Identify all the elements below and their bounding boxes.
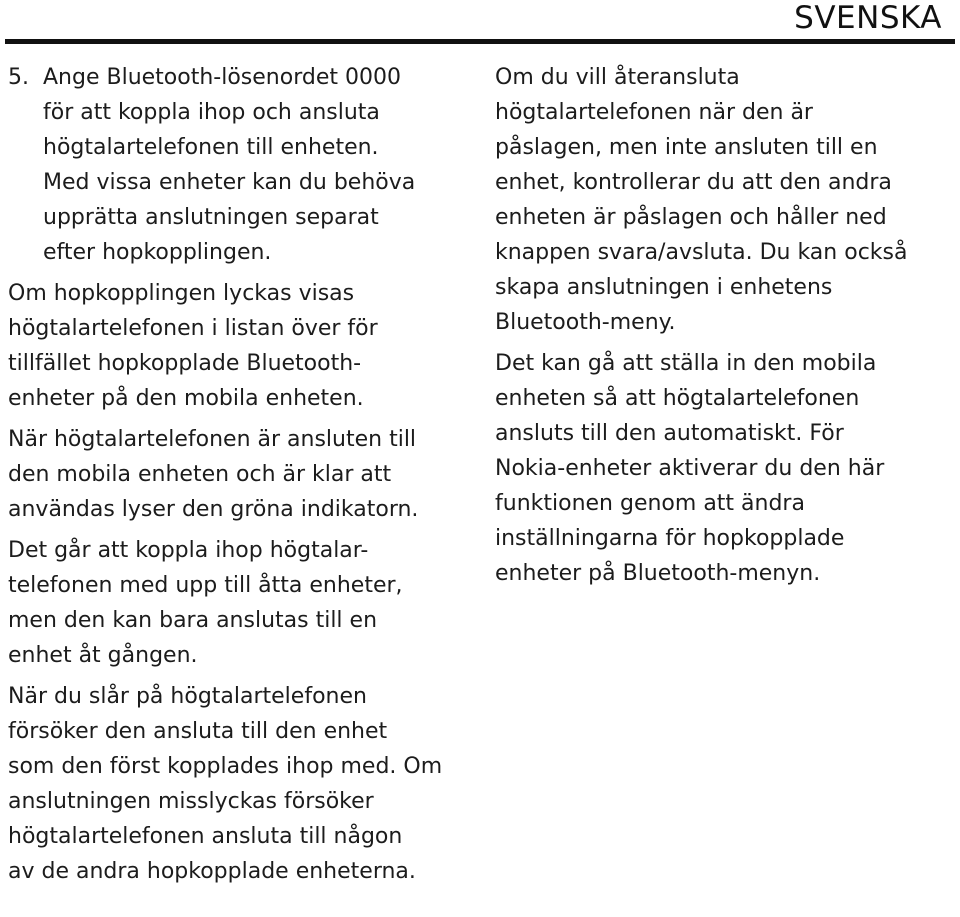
paragraph-line: påslagen, men inte ansluten till en bbox=[495, 135, 878, 160]
paragraph-reconnect bbox=[495, 60, 955, 340]
paragraph-line: inställningarna för hopkopplade bbox=[495, 526, 845, 551]
paragraph-line: funktionen genom att ändra bbox=[495, 491, 805, 516]
paragraph-line: men den kan bara anslutas till en bbox=[8, 608, 378, 633]
paragraph-line: telefonen med upp till åtta enheter, bbox=[8, 573, 403, 598]
paragraph-line: Bluetooth-meny. bbox=[495, 310, 676, 335]
paragraph-line: tillfället hopkopplade Bluetooth- bbox=[8, 351, 362, 376]
paragraph-line: Om du vill återansluta bbox=[495, 65, 740, 90]
paragraph-line: av de andra hopkopplade enheterna. bbox=[8, 859, 416, 884]
paragraph-line: enheter på Bluetooth-menyn. bbox=[495, 561, 821, 586]
step-line: efter hopkopplingen. bbox=[43, 240, 272, 265]
paragraph-line: Det går att koppla ihop högtalar- bbox=[8, 538, 369, 563]
paragraph-line: som den först kopplades ihop med. Om bbox=[8, 754, 443, 779]
left-column bbox=[8, 60, 463, 895]
paragraph-line: När du slår på högtalartelefonen bbox=[8, 684, 367, 709]
paragraph-line: enheten är påslagen och håller ned bbox=[495, 205, 887, 230]
paragraph-line: försöker den ansluta till den enhet bbox=[8, 719, 388, 744]
step-line: för att koppla ihop och ansluta bbox=[43, 100, 380, 125]
paragraph-line: den mobila enheten och är klar att bbox=[8, 462, 392, 487]
step-number: 5. bbox=[8, 65, 29, 90]
step-5 bbox=[8, 60, 463, 270]
paragraph-line: skapa anslutningen i enhetens bbox=[495, 275, 833, 300]
paragraph-power-on bbox=[8, 679, 463, 889]
paragraph-line: enhet åt gången. bbox=[8, 643, 198, 668]
right-column bbox=[495, 60, 955, 597]
step-line: Med vissa enheter kan du behöva bbox=[43, 170, 416, 195]
paragraph-auto-connect bbox=[495, 346, 955, 591]
paragraph-line: anslutningen misslyckas försöker bbox=[8, 789, 374, 814]
paragraph-line: högtalartelefonen ansluta till någon bbox=[8, 824, 403, 849]
paragraph-line: Det kan gå att ställa in den mobila bbox=[495, 351, 877, 376]
paragraph-line: Om hopkopplingen lyckas visas bbox=[8, 281, 355, 306]
paragraph-line: högtalartelefonen i listan över för bbox=[8, 316, 378, 341]
step-line: upprätta anslutningen separat bbox=[43, 205, 379, 230]
paragraph-line: högtalartelefonen när den är bbox=[495, 100, 813, 125]
paragraph-line: enheter på den mobila enheten. bbox=[8, 386, 364, 411]
paragraph-line: ansluts till den automatiskt. För bbox=[495, 421, 844, 446]
page-section-title: SVENSKA bbox=[794, 0, 942, 36]
paragraph-line: användas lyser den gröna indikatorn. bbox=[8, 497, 419, 522]
paragraph-green-indicator bbox=[8, 422, 463, 527]
paragraph-line: enhet, kontrollerar du att den andra bbox=[495, 170, 892, 195]
step-line: högtalartelefonen till enheten. bbox=[43, 135, 379, 160]
header-rule bbox=[5, 39, 955, 44]
paragraph-line: Nokia-enheter aktiverar du den här bbox=[495, 456, 885, 481]
paragraph-line: enheten så att högtalartelefonen bbox=[495, 386, 860, 411]
step-line: Ange Bluetooth-lösenordet 0000 bbox=[43, 65, 401, 90]
paragraph-line: knappen svara/avsluta. Du kan också bbox=[495, 240, 908, 265]
paragraph-pairing-success bbox=[8, 276, 463, 416]
paragraph-eight-devices bbox=[8, 533, 463, 673]
paragraph-line: När högtalartelefonen är ansluten till bbox=[8, 427, 417, 452]
